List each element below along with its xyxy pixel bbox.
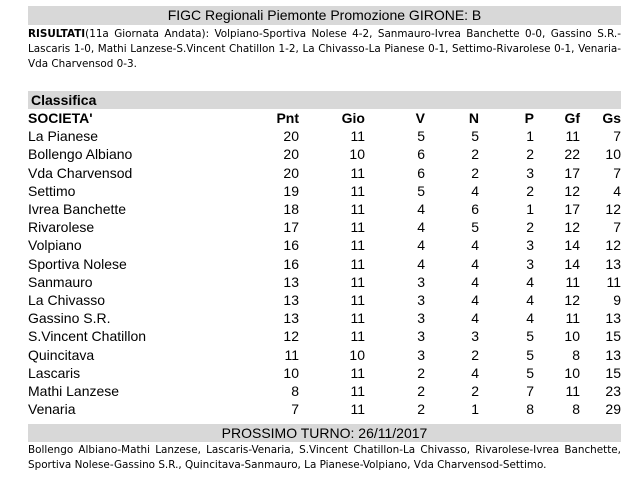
cell-gio: 11 <box>350 164 365 181</box>
cell-n: 4 <box>471 364 479 381</box>
cell-gio: 11 <box>350 201 365 218</box>
cell-p: 2 <box>526 182 534 199</box>
cell-v: 4 <box>417 219 425 236</box>
cell-team: Venaria <box>28 401 76 418</box>
cell-gs: 11 <box>606 273 621 290</box>
cell-gf: 8 <box>572 346 580 363</box>
cell-n: 1 <box>471 401 479 418</box>
cell-gs: 7 <box>613 219 621 236</box>
cell-pnt: 16 <box>283 237 299 254</box>
col-n: N <box>468 110 479 127</box>
cell-v: 3 <box>417 310 425 327</box>
cell-p: 7 <box>526 382 534 399</box>
table-row <box>28 345 621 363</box>
cell-team: Sportiva Nolese <box>28 255 127 272</box>
cell-pnt: 20 <box>283 128 299 145</box>
cell-p: 3 <box>526 237 534 254</box>
cell-gio: 10 <box>349 346 365 363</box>
cell-pnt: 13 <box>283 273 299 290</box>
league-panel <box>28 6 621 473</box>
cell-p: 3 <box>526 255 534 272</box>
cell-gf: 11 <box>565 273 580 290</box>
cell-team: La Pianese <box>28 128 99 145</box>
cell-pnt: 11 <box>284 346 299 363</box>
cell-pnt: 20 <box>283 164 299 181</box>
cell-v: 2 <box>417 364 425 381</box>
cell-gs: 7 <box>613 164 621 181</box>
cell-n: 4 <box>471 310 479 327</box>
cell-gio: 11 <box>350 219 365 236</box>
cell-v: 4 <box>417 255 425 272</box>
cell-team: La Chivasso <box>28 291 106 308</box>
cell-gf: 8 <box>572 401 580 418</box>
standings-table <box>28 109 621 418</box>
table-row <box>28 164 621 182</box>
cell-p: 2 <box>526 146 534 163</box>
cell-team: Settimo <box>28 182 76 199</box>
league-title: FIGC Regionali Piemonte Promozione GIRONE: B <box>28 6 621 25</box>
cell-p: 5 <box>526 364 534 381</box>
cell-gs: 15 <box>605 364 621 381</box>
cell-n: 4 <box>471 182 479 199</box>
cell-p: 4 <box>526 273 534 290</box>
cell-gio: 11 <box>350 328 365 345</box>
cell-gs: 29 <box>605 401 621 418</box>
cell-pnt: 17 <box>283 219 299 236</box>
cell-gf: 12 <box>564 182 580 199</box>
classifica-heading: Classifica <box>28 91 621 109</box>
cell-v: 4 <box>417 237 425 254</box>
cell-pnt: 18 <box>283 201 299 218</box>
cell-team: Lascaris <box>28 364 81 381</box>
cell-n: 3 <box>471 328 479 345</box>
cell-gf: 17 <box>564 164 580 181</box>
table-row <box>28 218 621 236</box>
cell-p: 4 <box>526 291 534 308</box>
cell-gio: 11 <box>350 273 365 290</box>
col-societa: SOCIETA' <box>28 110 93 127</box>
cell-gf: 12 <box>564 219 580 236</box>
cell-team: Mathi Lanzese <box>28 382 120 399</box>
cell-gs: 12 <box>605 237 621 254</box>
table-row <box>28 400 621 418</box>
cell-team: S.Vincent Chatillon <box>28 328 147 345</box>
results-text: (11a Giornata Andata): Volpiano-Sportiva Nolese 4-2, Sanmauro-Ivrea Banchette 0-0, Gassino S.R.-Lascaris 1-0, Mathi Lanzese-S.Vincent Chatillon 1-2, La Chivasso-La Pianese 0-1, Settimo-Rivarolese 0-1, Venaria-Vda Charvensod 0-3. <box>28 28 621 70</box>
cell-gs: 13 <box>605 255 621 272</box>
results-label: RISULTATI <box>28 28 86 40</box>
cell-team: Ivrea Banchette <box>28 201 127 218</box>
cell-pnt: 8 <box>291 382 299 399</box>
cell-gf: 17 <box>564 201 580 218</box>
cell-pnt: 13 <box>283 291 299 308</box>
col-p: P <box>524 110 534 127</box>
cell-pnt: 19 <box>283 182 299 199</box>
cell-v: 4 <box>417 201 425 218</box>
cell-pnt: 12 <box>283 328 299 345</box>
cell-gio: 11 <box>350 401 365 418</box>
cell-gs: 12 <box>605 201 621 218</box>
cell-v: 2 <box>417 401 425 418</box>
cell-v: 3 <box>417 273 425 290</box>
cell-v: 3 <box>417 291 425 308</box>
cell-gs: 15 <box>605 328 621 345</box>
standings-header-row <box>28 109 621 127</box>
cell-n: 4 <box>471 237 479 254</box>
table-row <box>28 273 621 291</box>
next-round-fixtures: Bollengo Albiano-Mathi Lanzese, Lascaris-Venaria, S.Vincent Chatillon-La Chivasso, Rivarolese-Ivrea Banchette, Sportiva Nolese-Gassino S.R., Quincitava-Sanmauro, La Pianese-Volpiano, Vda Charvensod-Settimo. <box>28 444 621 472</box>
cell-n: 2 <box>471 382 479 399</box>
table-row <box>28 145 621 163</box>
table-row <box>28 309 621 327</box>
results-block <box>28 25 621 75</box>
cell-p: 2 <box>526 219 534 236</box>
cell-v: 3 <box>417 328 425 345</box>
cell-pnt: 10 <box>283 364 299 381</box>
cell-gio: 11 <box>350 382 365 399</box>
cell-gio: 11 <box>350 310 365 327</box>
cell-gf: 10 <box>564 364 580 381</box>
cell-pnt: 16 <box>283 255 299 272</box>
cell-team: Volpiano <box>28 237 82 254</box>
cell-gf: 14 <box>564 237 580 254</box>
cell-gf: 22 <box>564 146 580 163</box>
cell-p: 1 <box>526 201 534 218</box>
cell-pnt: 20 <box>283 146 299 163</box>
cell-gio: 11 <box>350 237 365 254</box>
standings-body <box>28 127 621 418</box>
cell-team: Rivarolese <box>28 219 95 236</box>
table-row <box>28 182 621 200</box>
cell-v: 5 <box>417 182 425 199</box>
cell-p: 4 <box>526 310 534 327</box>
cell-gs: 13 <box>605 346 621 363</box>
cell-gs: 4 <box>613 182 621 199</box>
cell-n: 6 <box>471 201 479 218</box>
cell-p: 1 <box>526 128 534 145</box>
next-round-title: PROSSIMO TURNO: 26/11/2017 <box>28 424 621 442</box>
cell-p: 5 <box>526 346 534 363</box>
col-pnt: Pnt <box>276 110 299 127</box>
cell-gf: 14 <box>564 255 580 272</box>
cell-gio: 11 <box>350 364 365 381</box>
cell-team: Gassino S.R. <box>28 310 111 327</box>
cell-gio: 11 <box>350 255 365 272</box>
cell-n: 2 <box>471 146 479 163</box>
cell-gf: 11 <box>565 128 580 145</box>
col-v: V <box>415 110 425 127</box>
table-row <box>28 327 621 345</box>
table-row <box>28 382 621 400</box>
cell-gf: 11 <box>565 382 580 399</box>
cell-v: 3 <box>417 346 425 363</box>
cell-gs: 13 <box>605 310 621 327</box>
cell-n: 4 <box>471 291 479 308</box>
cell-n: 5 <box>471 128 479 145</box>
table-row <box>28 291 621 309</box>
table-row <box>28 364 621 382</box>
cell-n: 4 <box>471 273 479 290</box>
cell-gf: 11 <box>565 310 580 327</box>
cell-n: 5 <box>471 219 479 236</box>
cell-pnt: 7 <box>291 401 299 418</box>
col-gio: Gio <box>341 110 365 127</box>
cell-v: 6 <box>417 146 425 163</box>
table-row <box>28 255 621 273</box>
cell-n: 4 <box>471 255 479 272</box>
cell-p: 8 <box>526 401 534 418</box>
cell-gio: 11 <box>350 128 365 145</box>
cell-gs: 10 <box>605 146 621 163</box>
cell-gio: 11 <box>350 291 365 308</box>
cell-v: 5 <box>417 128 425 145</box>
cell-p: 3 <box>526 164 534 181</box>
col-gf: Gf <box>564 110 580 127</box>
cell-gf: 12 <box>564 291 580 308</box>
cell-team: Sanmauro <box>28 273 93 290</box>
cell-n: 2 <box>471 346 479 363</box>
cell-p: 5 <box>526 328 534 345</box>
table-row <box>28 236 621 254</box>
cell-v: 6 <box>417 164 425 181</box>
cell-n: 2 <box>471 164 479 181</box>
cell-pnt: 13 <box>283 310 299 327</box>
table-row <box>28 200 621 218</box>
col-gs: Gs <box>602 110 621 127</box>
cell-gs: 23 <box>605 382 621 399</box>
cell-team: Quincitava <box>28 346 95 363</box>
table-row <box>28 127 621 145</box>
cell-team: Vda Charvensod <box>28 164 133 181</box>
cell-gio: 11 <box>350 182 365 199</box>
cell-gs: 7 <box>613 128 621 145</box>
cell-gf: 10 <box>564 328 580 345</box>
cell-gs: 9 <box>613 291 621 308</box>
cell-gio: 10 <box>349 146 365 163</box>
cell-v: 2 <box>417 382 425 399</box>
cell-team: Bollengo Albiano <box>28 146 133 163</box>
